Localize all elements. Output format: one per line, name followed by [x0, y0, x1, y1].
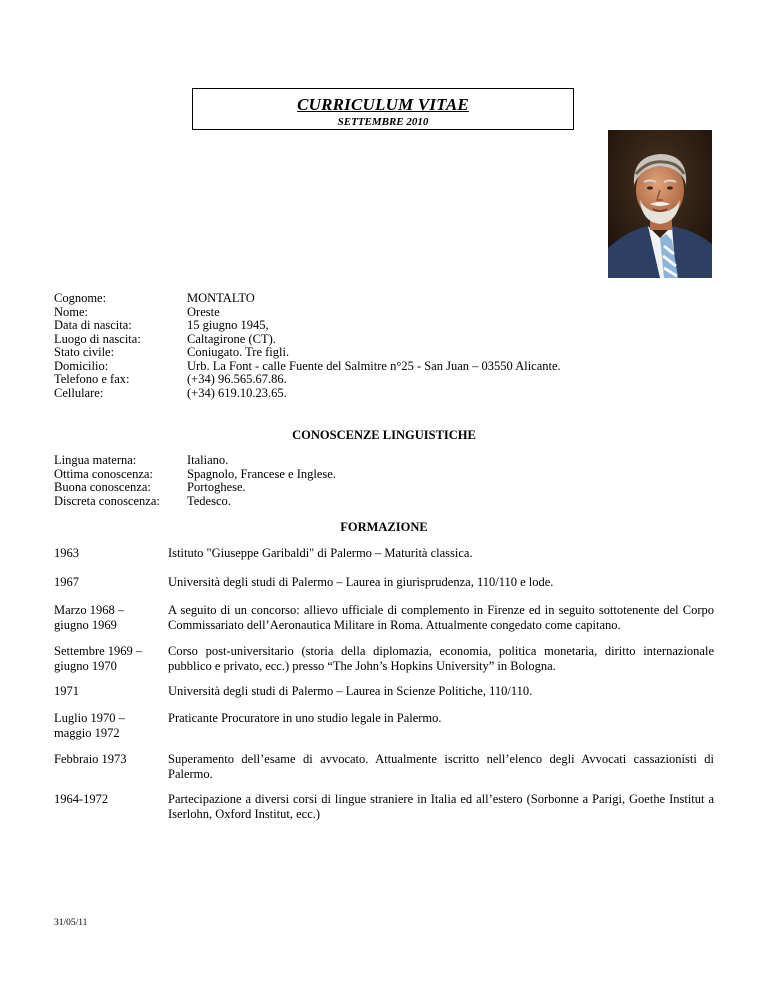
label-birth-date: Data di nascita: — [54, 318, 132, 332]
language-values — [187, 454, 336, 508]
label-surname: Cognome: — [54, 291, 107, 305]
portrait-illustration — [608, 130, 712, 278]
value-birth-place: Caltagirone (CT). — [187, 331, 276, 346]
personal-values — [187, 292, 561, 400]
value-birth-date: 15 giugno 1945, — [187, 318, 269, 332]
value-civil-status: Coniugato. Tre figli. — [187, 345, 290, 359]
education-date: Settembre 1969 – giugno 1970 — [54, 644, 143, 673]
cv-subtitle: SETTEMBRE 2010 — [337, 116, 429, 128]
label-civil-status: Stato civile: — [54, 345, 115, 359]
footer-date: 31/05/11 — [54, 918, 88, 928]
cv-title: CURRICULUM VITAE — [297, 95, 469, 114]
value-address: Urb. La Font - calle Fuente del Salmitre n°25 - San Juan – 03550 Alicante. — [187, 358, 561, 373]
education-description: Praticante Procuratore in uno studio legale in Palermo. — [168, 711, 442, 725]
education-date: 1971 — [54, 684, 79, 698]
education-date: Marzo 1968 – giugno 1969 — [54, 603, 125, 632]
value-surname: MONTALTO — [187, 291, 255, 305]
label-fair-knowledge: Discreta conoscenza: — [54, 493, 160, 508]
value-good-knowledge: Portoghese. — [187, 480, 246, 494]
education-date: 1967 — [54, 575, 79, 589]
education-description: Partecipazione a diversi corsi di lingue straniere in Italia ed all’estero (Sorbonne a Parigi, Goethe Institut a Iserlohn, Oxford Institut, ecc.) — [168, 792, 714, 821]
education-date: 1963 — [54, 546, 79, 560]
personal-labels — [54, 292, 141, 400]
label-native-language: Lingua materna: — [54, 453, 137, 467]
education-date: Luglio 1970 – maggio 1972 — [54, 711, 125, 740]
education-date: 1964-1972 — [54, 792, 109, 806]
education-heading: FORMAZIONE — [340, 520, 428, 534]
cv-title-box — [192, 88, 574, 130]
value-fair-knowledge: Tedesco. — [187, 493, 231, 508]
education-description: Superamento dell’esame di avvocato. Attualmente iscritto nell’elenco degli Avvocati cassazionisti di Palermo. — [168, 752, 714, 781]
education-date: Febbraio 1973 — [54, 752, 127, 766]
education-description: Corso post-universitario (storia della diplomazia, economia, politica monetaria, diritto internazionale pubblico e privato, ecc.) presso “The John’s Hopkins University” in Bologna. — [168, 644, 714, 673]
label-good-knowledge: Buona conoscenza: — [54, 480, 151, 494]
languages-heading: CONOSCENZE LINGUISTICHE — [292, 428, 476, 442]
education-description: Università degli studi di Palermo – Laurea in giurisprudenza, 110/110 e lode. — [168, 575, 554, 589]
label-birth-place: Luogo di nascita: — [54, 331, 141, 346]
language-labels — [54, 454, 160, 508]
portrait-photo — [608, 130, 712, 278]
label-mobile: Cellulare: — [54, 385, 104, 400]
education-description: Istituto "Giuseppe Garibaldi" di Palermo – Maturità classica. — [168, 546, 473, 560]
value-phone-fax: (+34) 96.565.67.86. — [187, 372, 287, 386]
value-name: Oreste — [187, 304, 220, 319]
value-mobile: (+34) 619.10.23.65. — [187, 385, 287, 400]
label-phone-fax: Telefono e fax: — [54, 372, 130, 386]
education-description: A seguito di un concorso: allievo ufficiale di complemento in Firenze ed in seguito sottotenente del Corpo Commissariato dell’Aeronautica Militare in Roma. Attualmente congedato come capitano. — [168, 603, 714, 632]
education-description: Università degli studi di Palermo – Laurea in Scienze Politiche, 110/110. — [168, 684, 533, 698]
value-native-language: Italiano. — [187, 453, 229, 467]
value-excellent-knowledge: Spagnolo, Francese e Inglese. — [187, 466, 336, 481]
label-excellent-knowledge: Ottima conoscenza: — [54, 466, 153, 481]
label-name: Nome: — [54, 304, 89, 319]
label-address: Domicilio: — [54, 358, 109, 373]
